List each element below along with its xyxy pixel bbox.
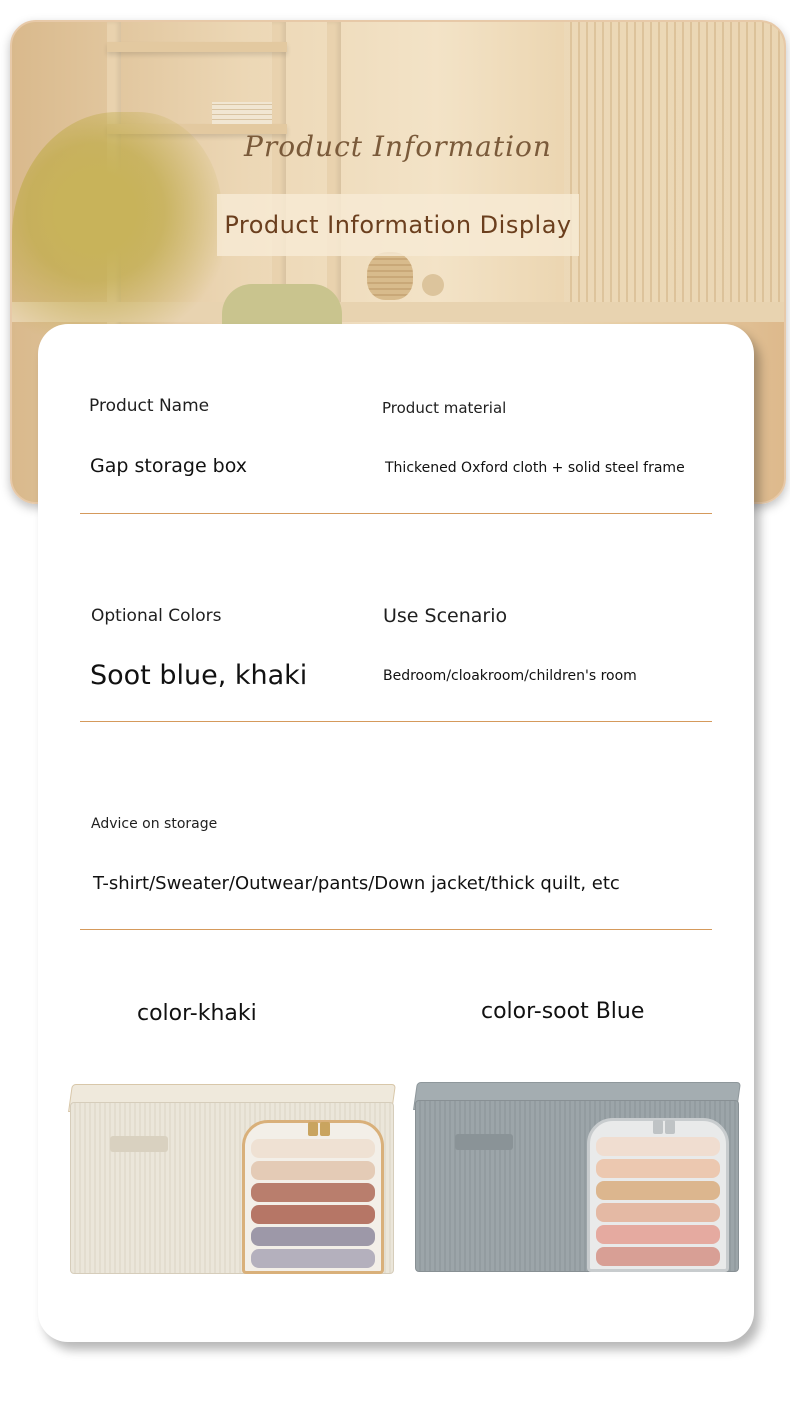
- color-soot-blue-title: color-soot Blue: [481, 999, 645, 1024]
- ball-decoration: [422, 274, 444, 296]
- banner-script-title: Product Information: [244, 130, 552, 163]
- color-khaki-title: color-khaki: [137, 1001, 257, 1026]
- zipper-pull: [665, 1120, 675, 1134]
- folded-cloth: [251, 1183, 375, 1202]
- folded-cloth: [596, 1225, 720, 1244]
- product-name-value: Gap storage box: [90, 455, 248, 477]
- box-handle: [110, 1136, 168, 1152]
- advice-value: T-shirt/Sweater/Outwear/pants/Down jacket/thick quilt, etc: [93, 873, 620, 894]
- product-material-value: Thickened Oxford cloth + solid steel frame: [385, 460, 685, 476]
- soot-blue-storage-box-image: [415, 1082, 737, 1280]
- folded-cloth: [596, 1159, 720, 1178]
- product-material-label: Product material: [382, 399, 507, 417]
- vase-decoration: [367, 252, 413, 300]
- info-card: [38, 324, 754, 1342]
- banner-title: Product Information Display: [224, 211, 572, 239]
- folded-cloth: [596, 1181, 720, 1200]
- box-window: [242, 1120, 384, 1274]
- folded-cloth: [251, 1227, 375, 1246]
- folded-cloth: [251, 1205, 375, 1224]
- folded-cloth: [251, 1139, 375, 1158]
- folded-cloth: [596, 1137, 720, 1156]
- optional-colors-value: Soot blue, khaki: [90, 660, 308, 691]
- khaki-storage-box-image: [70, 1084, 392, 1280]
- section-divider: [80, 929, 712, 930]
- optional-colors-label: Optional Colors: [91, 606, 222, 626]
- folded-cloth: [251, 1249, 375, 1268]
- zipper-pull: [308, 1122, 318, 1136]
- folded-cloth: [596, 1203, 720, 1222]
- wall-panel-decoration: [564, 22, 784, 312]
- box-handle: [455, 1134, 513, 1150]
- shelf-board: [107, 42, 287, 52]
- use-scenario-value: Bedroom/cloakroom/children's room: [383, 668, 637, 684]
- books-decoration: [212, 102, 272, 124]
- zipper-pull: [320, 1122, 330, 1136]
- section-divider: [80, 513, 712, 514]
- advice-label: Advice on storage: [91, 816, 218, 832]
- box-window: [587, 1118, 729, 1272]
- use-scenario-label: Use Scenario: [383, 605, 508, 627]
- product-name-label: Product Name: [89, 396, 210, 416]
- folded-cloth: [251, 1161, 375, 1180]
- section-divider: [80, 721, 712, 722]
- banner-title-box: [217, 194, 579, 256]
- zipper-pull: [653, 1120, 663, 1134]
- folded-cloth: [596, 1247, 720, 1266]
